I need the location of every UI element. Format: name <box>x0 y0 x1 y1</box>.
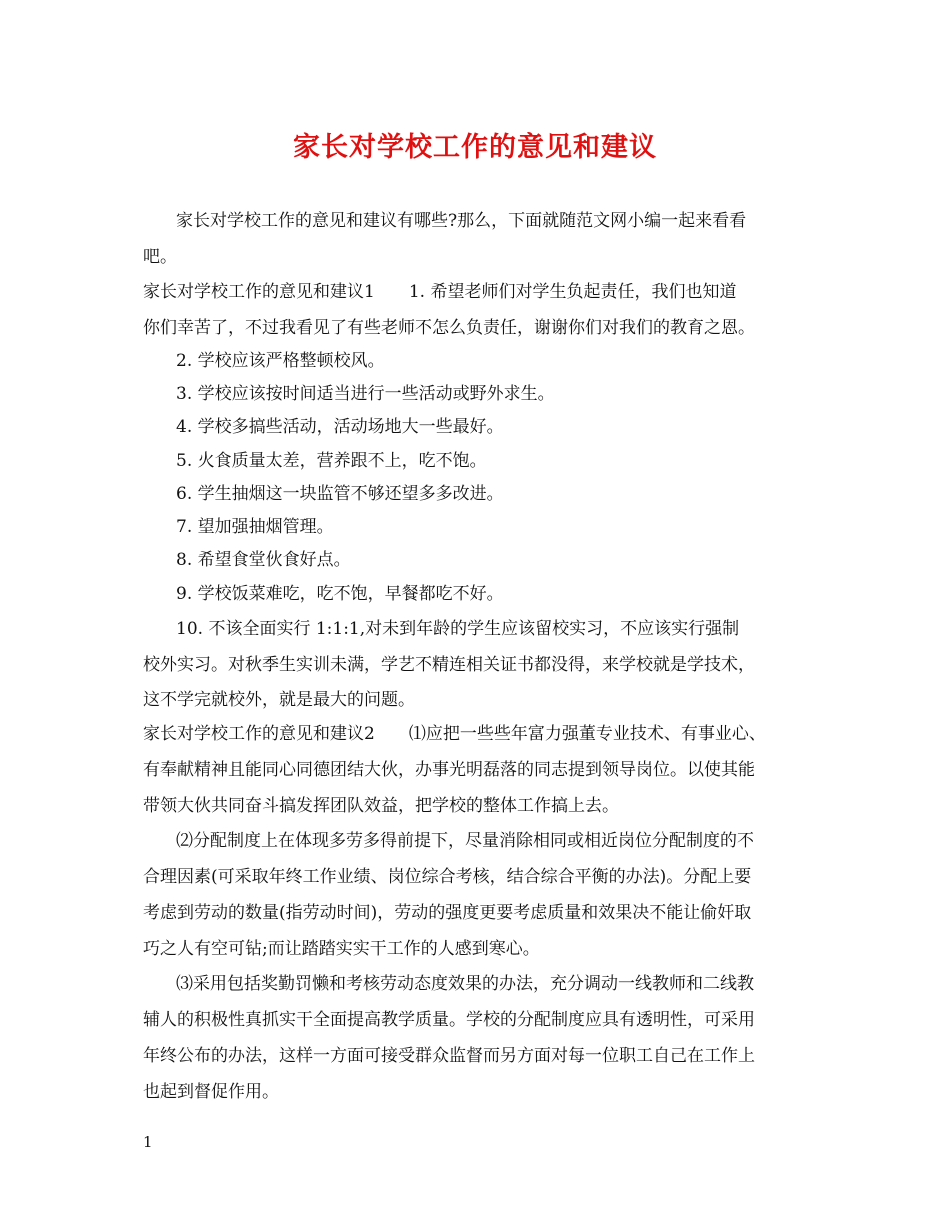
list-item: 2. 学校应该严格整顿校风。 <box>176 351 385 371</box>
body-line: 考虑到劳动的数量(指劳动时间)，劳动的强度更要考虑质量和效果决不能让偷奸取 <box>143 903 752 923</box>
body-line: 也起到督促作用。 <box>143 1082 279 1102</box>
body-line: 校外实习。对秋季生实训未满，学艺不精连相关证书都没得，来学校就是学技术， <box>143 655 755 675</box>
body-line: 有奉献精神且能同心同德团结大伙，办事光明磊落的同志提到领导岗位。以使其能 <box>143 760 755 780</box>
list-item: 5. 火食质量太差，营养跟不上，吃不饱。 <box>176 451 487 471</box>
body-line: 吧。 <box>143 247 177 267</box>
body-line: 带领大伙共同奋斗搞发挥团队效益，把学校的整体工作搞上去。 <box>143 796 619 816</box>
body-line: 这不学完就校外，就是最大的问题。 <box>143 690 415 710</box>
section-heading-line: 家长对学校工作的意见和建议1 1. 希望老师们对学生负起责任，我们也知道 <box>143 282 737 302</box>
body-line: 辅人的积极性真抓实干全面提高教学质量。学校的分配制度应具有透明性，可采用 <box>143 1010 755 1030</box>
body-line: 合理因素(可采取年终工作业绩、岗位综合考核，结合综合平衡的办法)。分配上要 <box>143 867 752 887</box>
document-title: 家长对学校工作的意见和建议 <box>293 132 657 163</box>
body-line: 年终公布的办法，这样一方面可接受群众监督而另方面对每一位职工自己在工作上 <box>143 1046 755 1066</box>
list-item: 4. 学校多搞些活动，活动场地大一些最好。 <box>176 417 504 437</box>
list-item: 7. 望加强抽烟管理。 <box>176 517 334 537</box>
page-number: 1 <box>143 1133 153 1151</box>
list-item: 3. 学校应该按时间适当进行一些活动或野外求生。 <box>176 384 555 404</box>
body-line: ⑵分配制度上在体现多劳多得前提下，尽量消除相同或相近岗位分配制度的不 <box>176 831 754 851</box>
body-line: ⑶采用包括奖勤罚懒和考核劳动态度效果的办法，充分调动一线教师和二线教 <box>176 974 754 994</box>
list-item: 8. 希望食堂伙食好点。 <box>176 550 351 570</box>
body-line: 家长对学校工作的意见和建议有哪些?那么，下面就随范文网小编一起来看看 <box>176 211 747 231</box>
body-line: 巧之人有空可钻;而让踏踏实实干工作的人感到寒心。 <box>143 939 540 959</box>
list-item: 6. 学生抽烟这一块监管不够还望多多改进。 <box>176 484 504 504</box>
body-line: 你们幸苦了，不过我看见了有些老师不怎么负责任，谢谢你们对我们的教育之恩。 <box>143 318 755 338</box>
section-heading-line: 家长对学校工作的意见和建议2 ⑴应把一些些年富力强董专业技术、有事业心、 <box>143 724 766 744</box>
list-item: 10. 不该全面实行 1:1:1,对未到年龄的学生应该留校实习，不应该实行强制 <box>176 619 740 639</box>
list-item: 9. 学校饭菜难吃，吃不饱，早餐都吃不好。 <box>176 584 504 604</box>
